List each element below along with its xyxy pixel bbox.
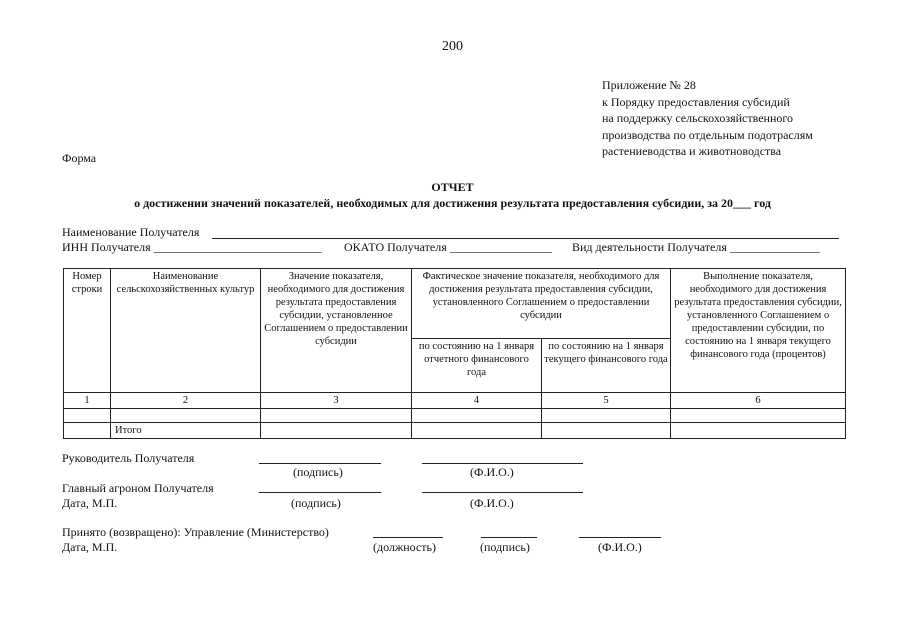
column-number: 3	[261, 393, 412, 409]
appendix-block	[602, 77, 813, 160]
agronomist-sign-hint: (подпись)	[291, 496, 341, 510]
agronomist-label: Главный агроном Получателя	[62, 481, 214, 495]
table-cell[interactable]	[261, 423, 412, 439]
report-subtitle: о достижении значений показателей, необходимых для достижения результата предоставления субсидии, за 20___ год	[134, 196, 771, 210]
position-line[interactable]	[373, 537, 443, 538]
report-title: ОТЧЕТ	[431, 180, 474, 194]
appendix-line: Приложение № 28	[602, 78, 696, 92]
accepted-label: Принято (возвращено): Управление (Министерство)	[62, 525, 329, 539]
table-cell[interactable]	[671, 409, 846, 423]
page-number: 200	[442, 39, 463, 54]
table-row	[64, 409, 846, 423]
accepted-date-label: Дата, М.П.	[62, 540, 118, 554]
table-cell[interactable]	[542, 423, 671, 439]
date-mp-label: Дата, М.П.	[62, 496, 118, 510]
inn-label: ИНН Получателя ____________________________	[62, 240, 322, 254]
total-label: Итого	[111, 423, 261, 439]
position-hint: (должность)	[373, 540, 436, 554]
header-fulfillment: Выполнение показателя, необходимого для достижения результата предоставления субсидии, установленного Соглашением о предоставлении субсидии, по состоянию на 1 января текущего финансового года (процентов)	[671, 269, 846, 393]
table-cell[interactable]	[64, 423, 111, 439]
recipient-name-label: Наименование Получателя	[62, 225, 200, 239]
agronomist-name-line[interactable]	[422, 492, 583, 493]
table-cell[interactable]	[412, 409, 542, 423]
accepted-sign-line[interactable]	[481, 537, 537, 538]
head-name-line[interactable]	[422, 463, 583, 464]
column-number: 4	[412, 393, 542, 409]
head-label: Руководитель Получателя	[62, 451, 195, 465]
column-number: 6	[671, 393, 846, 409]
header-actual-prev: по состоянию на 1 января отчетного финансового года	[412, 339, 542, 393]
header-crop-name: Наименование сельскохозяйственных культур	[111, 269, 261, 393]
column-number: 5	[542, 393, 671, 409]
table-cell[interactable]	[542, 409, 671, 423]
agronomist-name-hint: (Ф.И.О.)	[470, 496, 514, 510]
header-actual-value: Фактическое значение показателя, необходимого для достижения результата предоставления субсидии, установленного Соглашением о предоставлении субсидии	[412, 269, 671, 339]
table-cell[interactable]	[412, 423, 542, 439]
appendix-line: производства по отдельным подотраслям	[602, 127, 813, 142]
table-cell[interactable]	[261, 409, 412, 423]
header-actual-current: по состоянию на 1 января текущего финансового года	[542, 339, 671, 393]
header-target-value: Значение показателя, необходимого для достижения результата предоставления субсидии, установленное Соглашением о предоставлении субсидии	[261, 269, 412, 393]
accepted-sign-hint: (подпись)	[480, 540, 530, 554]
report-table	[63, 268, 846, 439]
appendix-line: растениеводства и животноводства	[602, 144, 782, 158]
table-cell[interactable]	[111, 409, 261, 423]
table-cell[interactable]	[64, 409, 111, 423]
head-sign-line[interactable]	[259, 463, 381, 464]
header-row-number: Номер строки	[64, 269, 111, 393]
recipient-name-line	[212, 238, 839, 239]
head-name-hint: (Ф.И.О.)	[470, 465, 514, 479]
column-number: 1	[64, 393, 111, 409]
agronomist-sign-line[interactable]	[259, 492, 381, 493]
accepted-name-hint: (Ф.И.О.)	[598, 540, 642, 554]
okato-label: ОКАТО Получателя _________________	[344, 240, 552, 254]
accepted-name-line[interactable]	[579, 537, 661, 538]
appendix-line: на поддержку сельскохозяйственного	[602, 111, 794, 125]
form-label: Форма	[62, 151, 97, 165]
head-sign-hint: (подпись)	[293, 465, 343, 479]
column-number: 2	[111, 393, 261, 409]
table-cell[interactable]	[671, 423, 846, 439]
appendix-line: к Порядку предоставления субсидий	[602, 94, 790, 109]
table-row-total	[64, 423, 846, 439]
activity-label: Вид деятельности Получателя _______________	[572, 240, 820, 254]
